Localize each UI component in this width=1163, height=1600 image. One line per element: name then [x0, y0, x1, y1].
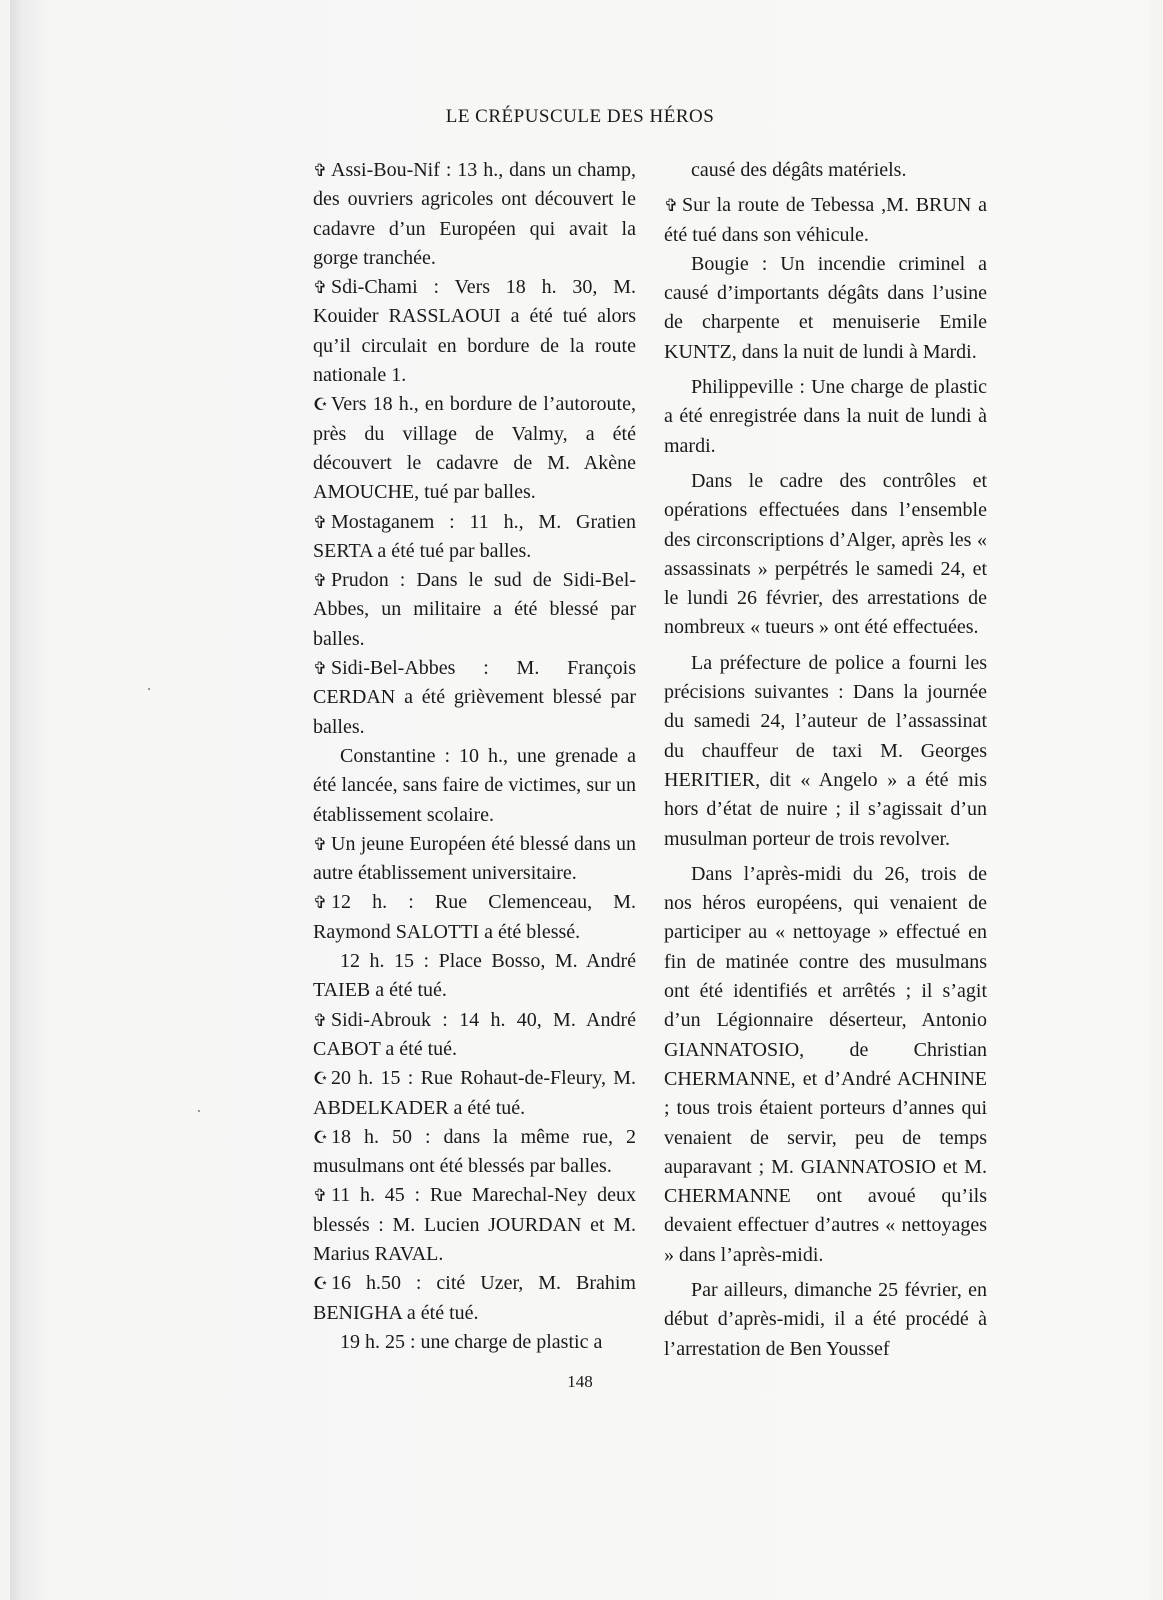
cross-icon: ✞	[313, 834, 328, 854]
paragraph-text: Assi-Bou-Nif : 13 h., dans un champ, des ouvriers agricoles ont découvert le cadavre d’un Européen qui avait la gorge tranchée.	[313, 159, 636, 269]
paragraph	[664, 649, 987, 854]
cross-icon: ✞	[313, 161, 328, 180]
paragraph-text: Dans l’après-midi du 26, trois de nos héros européens, qui venaient de participer au « nettoyage » effectué en fin de matinée contre des musulmans ont été identifiés et arrêtés ; il s’agit d’un Légionnaire déserteur, Antonio GIANNATOSIO, de Christian CHERMANNE, et d’André ACHNINE ; tous trois étaient porteurs d’annes qui venaient de servir, peu de temps auparavant ; M. GIANNATOSIO et M. CHERMANNE ont avoué qu’ils devaient effectuer d’autres « nettoyages » dans l’après-midi.	[664, 862, 987, 1266]
paragraph-text: causé des dégâts matériels.	[691, 159, 907, 181]
paragraph	[313, 830, 636, 889]
paragraph-text: Philippeville : Une charge de plastic a été enregistrée dans la nuit de lundi à mardi.	[664, 376, 987, 457]
crescent-icon: ☪	[313, 1127, 329, 1147]
paragraph-text: Un jeune Européen été blessé dans un autre établissement universitaire.	[313, 832, 636, 885]
crescent-icon: ☪	[313, 1069, 329, 1089]
paragraph	[313, 1123, 636, 1182]
paragraph	[313, 1328, 636, 1357]
cross-icon: ✞	[313, 571, 328, 591]
cross-icon: ✞	[664, 196, 679, 216]
paragraph-text: 11 h. 45 : Rue Marechal-Ney deux blessés : M. Lucien JOURDAN et M. Marius RAVAL.	[313, 1184, 636, 1265]
paragraph-text: Mostaganem : 11 h., M. Gratien SERTA a été tué par balles.	[313, 510, 636, 562]
cross-icon: ✞	[313, 1010, 328, 1030]
paragraph-text: 18 h. 50 : dans la même rue, 2 musulmans ont été blessés par balles.	[313, 1125, 636, 1178]
paragraph	[664, 1276, 987, 1364]
paragraph	[313, 1064, 636, 1123]
paragraph	[664, 191, 987, 250]
paragraph-text: 20 h. 15 : Rue Rohaut-de-Fleury, M. ABDELKADER a été tué.	[313, 1067, 636, 1119]
paragraph	[313, 508, 636, 567]
paragraph-text: 19 h. 25 : une charge de plastic a	[340, 1330, 603, 1353]
paragraph	[313, 156, 636, 273]
cross-icon: ✞	[313, 512, 328, 532]
cross-icon: ✞	[313, 893, 328, 913]
paragraph	[664, 860, 987, 1270]
book-page	[10, 0, 1150, 1600]
paragraph-text: Sur la route de Tebessa ,M. BRUN a été tué dans son véhicule.	[664, 194, 987, 246]
paragraph	[664, 467, 987, 643]
paragraph-text: Dans le cadre des contrôles et opérations effectuées dans l’ensemble des circonscriptions d’Alger, après les « assassinats » perpétrés le samedi 24, et le lundi 26 février, des arrestations de nombreux « tueurs » ont été effectuées.	[664, 469, 987, 639]
scan-speck	[198, 1110, 200, 1112]
paragraph-text: Par ailleurs, dimanche 25 février, en début d’après-midi, il a été procédé à l’arrestation de Ben Youssef	[664, 1278, 987, 1360]
cross-icon: ✞	[313, 1186, 328, 1206]
paragraph-text: Sidi-Abrouk : 14 h. 40, M. André CABOT a été tué.	[313, 1008, 636, 1060]
paragraph-text: La préfecture de police a fourni les précisions suivantes : Dans la journée du samedi 24, l’auteur de l’assassinat du chauffeur de taxi M. Georges HERITIER, dit « Angelo » a été mis hors d’état de nuire ; il s’agissait d’un musulman porteur de trois revolver.	[664, 651, 987, 850]
crescent-icon: ☪	[313, 395, 329, 415]
paragraph-text: 12 h. 15 : Place Bosso, M. André TAIEB a été tué.	[313, 950, 636, 1002]
paragraph	[313, 947, 636, 1006]
paragraph-text: Sdi-Chami : Vers 18 h. 30, M. Kouider RASSLAOUI a été tué alors qu’il circulait en bordure de la route nationale 1.	[313, 276, 636, 387]
paragraph	[313, 566, 636, 654]
paragraph	[313, 742, 636, 830]
paragraph-text: Vers 18 h., en bordure de l’autoroute, près du village de Valmy, a été découvert le cadavre de M. Akène AMOUCHE, tué par balles.	[313, 393, 636, 504]
paragraph	[313, 1181, 636, 1269]
paragraph-text: Prudon : Dans le sud de Sidi-Bel-Abbes, un militaire a été blessé par balles.	[313, 569, 636, 650]
paragraph	[664, 156, 987, 185]
paragraph-text: Bougie : Un incendie criminel a causé d’importants dégâts dans l’usine de charpente et menuiserie Emile KUNTZ, dans la nuit de lundi à Mardi.	[664, 252, 987, 363]
header-title: LE CRÉPUSCULE DES HÉROS	[445, 106, 715, 127]
cross-icon: ✞	[313, 659, 328, 679]
crescent-icon: ☪	[313, 1274, 329, 1294]
right-column	[664, 156, 987, 1370]
paragraph-text: Sidi-Bel-Abbes : M. François CERDAN a été grièvement blessé par balles.	[313, 657, 636, 738]
left-column	[313, 156, 636, 1357]
paragraph-text: Constantine : 10 h., une grenade a été lancée, sans faire de victimes, sur un établissement scolaire.	[313, 744, 636, 826]
paragraph	[664, 250, 987, 367]
cross-icon: ✞	[313, 278, 328, 298]
running-header	[10, 106, 1150, 128]
paragraph	[313, 654, 636, 742]
page-number: 148	[567, 1372, 593, 1391]
paragraph	[313, 273, 636, 390]
paragraph-text: 16 h.50 : cité Uzer, M. Brahim BENIGHA a été tué.	[313, 1272, 636, 1324]
paragraph	[664, 373, 987, 461]
paragraph	[313, 1006, 636, 1065]
scan-speck	[148, 688, 150, 690]
paragraph	[313, 390, 636, 507]
paragraph	[313, 888, 636, 947]
paragraph	[313, 1269, 636, 1328]
paragraph-text: 12 h. : Rue Clemenceau, M. Raymond SALOTTI a été blessé.	[313, 891, 636, 943]
